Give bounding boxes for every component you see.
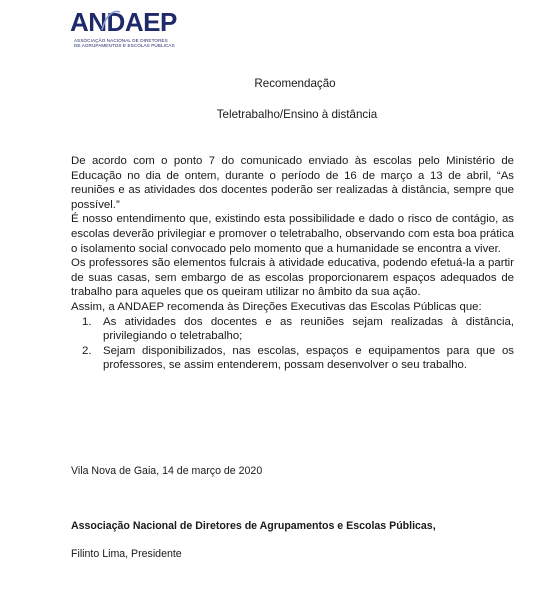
logo-subtitle (74, 38, 214, 49)
logo-subtitle-line-1: ASSOCIAÇÃO NACIONAL DE DIRETORES (74, 38, 168, 43)
paragraph: Os professores são elementos fulcrais à atividade educativa, podendo efetuá-la a partir de suas casas, sem embargo de as escolas proporcionarem espaços adequados de trabalho para aqueles que os queiram utilizar no âmbito da sua ação. (71, 257, 514, 299)
place-and-date: Vila Nova de Gaia, 14 de março de 2020 (71, 465, 263, 477)
recommendation-list (71, 315, 514, 373)
list-item-number: 1. (82, 315, 92, 328)
list-item-number: 2. (82, 344, 92, 357)
logo-swoosh-icon (100, 8, 122, 34)
document-title: Recomendação (254, 77, 336, 90)
logo-subtitle-line-2: DE AGRUPAMENTOS E ESCOLAS PÚBLICAS (74, 43, 175, 49)
list-item (71, 315, 514, 344)
paragraph: É nosso entendimento que, existindo esta possibilidade e dado o risco de contágio, as escolas deverão privilegiar e promover o teletrabalho, observando com esta boa prática o isolamento social convocado pelo momento que a humanidade se encontra a viver. (71, 213, 514, 255)
paragraph: Assim, a ANDAEP recomenda às Direções Executivas das Escolas Públicas que: (71, 300, 482, 313)
logo-wordmark: ANDAEP (70, 7, 177, 37)
list-item-text: Sejam disponibilizados, nas escolas, espaços e equipamentos para que os professores, se assim entenderem, possam desenvolver o seu trabalho. (103, 344, 514, 372)
paragraph: De acordo com o ponto 7 do comunicado enviado às escolas pelo Ministério de Educação no dia de ontem, durante o período de 16 de março a 13 de abril, “As reuniões e as atividades dos docentes poderão ser realizadas à distância, sempre que possível.” (71, 155, 514, 211)
signatory-name: Filinto Lima, Presidente (71, 548, 182, 560)
list-item-text: As atividades dos docentes e as reuniões sejam realizadas à distância, privilegiando o teletrabalho; (103, 315, 514, 343)
document-subtitle: Teletrabalho/Ensino à distância (216, 108, 378, 121)
document-body (71, 154, 514, 373)
organization-signature: Associação Nacional de Diretores de Agrupamentos e Escolas Públicas, (71, 520, 436, 532)
list-item (71, 344, 514, 373)
andaep-logo (70, 8, 205, 50)
